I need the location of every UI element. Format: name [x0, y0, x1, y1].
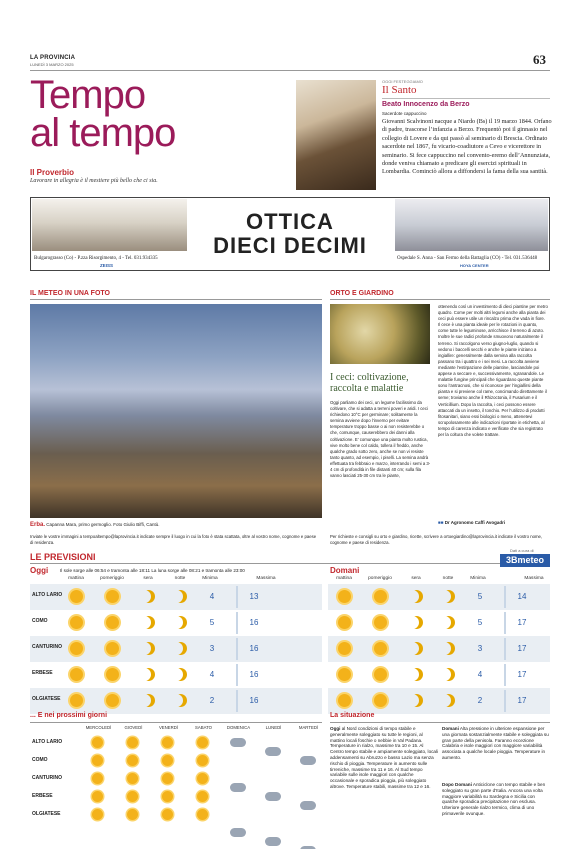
tomorrow-col-header: Massima: [524, 576, 544, 581]
caption-text: Capanna Mara, primo germoglio. Foto Giulio Biffi, Cantù.: [45, 522, 160, 527]
sun-icon: [197, 773, 208, 784]
cloud-icon: [300, 756, 316, 765]
temp-min: 5: [477, 592, 483, 601]
cloud-icon: [230, 783, 246, 792]
saint-name: Beato Innocenzo da Berzo: [382, 101, 470, 108]
today-col-header: pomeriggio: [100, 576, 124, 581]
temp-range-bar: [236, 638, 238, 660]
temp-min: 4: [209, 670, 215, 679]
sun-icon: [374, 616, 387, 629]
week-city-name: COMO: [32, 757, 48, 763]
situation-tomorrow-text: Alta pressione in ulteriore espansione per una giornata sostanzialmente stabile e soleggiata su gran parte della penisola. Faranno eccezione Calabria e isole maggiori con maggiore variabilità associata a qualche locale pioggia. Temperature in aumento.: [442, 726, 549, 760]
situation-divider: [330, 722, 550, 723]
city-name: CANTURINO: [32, 644, 62, 650]
orto-note: Per richieste e consigli su orto e giardino, ricette, scrivere a ortoegiardino@laprovincia.it indicate il vostro nome, cognome e paese di residenza.: [330, 534, 543, 545]
temp-max: 16: [249, 670, 259, 679]
situation-today: [330, 726, 438, 790]
city-name: COMO: [32, 618, 48, 624]
ad-title-line1: OTTICA: [246, 209, 334, 234]
caption-place: Erba.: [30, 522, 46, 528]
ad-store-image-1: [32, 199, 187, 251]
week-day-header: GIOVEDÌ: [124, 725, 143, 730]
meteo-photo-note: Inviate le vostre immagini a tempoaltempo@laprovincia.it indicate sempre il luogo in cui la foto è stata scattata, oltre al vostro nome, cognome e paese di residenza.: [30, 534, 317, 545]
tomorrow-col-header: sera: [411, 576, 421, 581]
week-day-header: LUNEDÌ: [265, 725, 282, 730]
sun-icon: [92, 791, 103, 802]
temp-min: 3: [477, 644, 483, 653]
sun-icon: [338, 668, 351, 681]
ad-brand-zeiss: ZEISS: [100, 263, 114, 268]
header-divider: [30, 70, 550, 71]
moon-icon: [442, 668, 455, 681]
week-day-header: MARTEDÌ: [298, 725, 319, 730]
saint-subtitle: Sacerdote cappuccino: [382, 111, 427, 116]
situation-tomorrow: [442, 726, 550, 761]
sun-icon: [162, 773, 173, 784]
forecast-divider: [30, 563, 550, 564]
moon-icon: [174, 590, 187, 603]
sun-icon: [106, 694, 119, 707]
temp-range-bar: [236, 612, 238, 634]
week-city-name: ALTO LARIO: [32, 739, 63, 745]
sun-icon: [374, 590, 387, 603]
today-col-header: Minima: [202, 576, 218, 581]
cloud-icon: [230, 828, 246, 837]
sun-icon: [338, 642, 351, 655]
temp-range-bar: [236, 664, 238, 686]
tomorrow-col-header: pomeriggio: [368, 576, 392, 581]
moon-icon: [174, 694, 187, 707]
issue-date: LUNEDÌ 3 MARZO 2025: [30, 62, 74, 67]
tomorrow-col-header: mattina: [336, 576, 352, 581]
situation-after: [442, 782, 550, 817]
proverb-heading: Il Proverbio: [30, 168, 75, 177]
today-col-header: mattina: [68, 576, 84, 581]
sun-icon: [127, 737, 138, 748]
temp-max: 17: [517, 670, 527, 679]
page-title: [30, 73, 176, 155]
today-col-header: sera: [143, 576, 153, 581]
sun-icon: [127, 791, 138, 802]
temp-max: 14: [517, 592, 527, 601]
masthead-brand: LA PROVINCIA: [30, 55, 76, 61]
ad-store-image-2: [395, 199, 548, 251]
meteo-landscape-photo: [30, 304, 322, 518]
sun-icon: [197, 791, 208, 802]
moon-icon: [410, 668, 423, 681]
cloud-icon: [265, 747, 281, 756]
sun-icon: [106, 642, 119, 655]
temp-min: 5: [477, 618, 483, 627]
temp-range-bar: [504, 638, 506, 660]
meteo-photo-divider: [30, 299, 322, 300]
today-label: Oggi: [30, 566, 49, 575]
temp-min: 4: [477, 670, 483, 679]
situation-after-label: Dopo Domani: [442, 782, 472, 787]
ad-title-line2: DIECI DECIMI: [213, 233, 367, 258]
temp-range-bar: [236, 690, 238, 712]
saint-portrait-image: [296, 80, 376, 190]
situation-tomorrow-label: Domani: [442, 726, 459, 731]
orto-column-1: Oggi parliamo dei ceci, un legume facilissimo da coltivare, che si adatta a terreni poveri e aridi. I ceci richiedono 10°C per germinare; solitamente la semina avviene dopo l’inverno per evitare temperature troppo basse o ai non resisterebbe o che, comunque, causerebbero dei danni alla coltivazione. E’ comunque una pianta molto rustica, vive molto bene col caldo, tollera il freddo, anche qualche grado sotto zero, anche se non vi resiste tanto quanto, ad esempio, i piselli. La semina andrà effettuata tra febbraio e marzo, interrando i semi a 3-4 cm di profondità in file distanti 40 cm; sulla fila vanno lasciati 25-30 cm tra le piante,: [330, 400, 431, 479]
saint-rubric: OGGI FESTEGGIAMO: [382, 79, 423, 84]
moon-icon: [142, 642, 155, 655]
temp-min: 4: [209, 592, 215, 601]
page-title-line1: Tempo: [30, 73, 146, 117]
temp-min: 5: [209, 618, 215, 627]
ad-title: [190, 210, 390, 258]
social-icons: ■■: [438, 520, 445, 525]
temp-max: 17: [517, 618, 527, 627]
sun-icon: [92, 809, 103, 820]
city-name: ALTO LARIO: [32, 592, 63, 598]
sun-icon: [374, 694, 387, 707]
temp-min: 3: [209, 644, 215, 653]
week-day-header: VENERDÌ: [158, 725, 179, 730]
orto-article-title: I ceci: coltivazione, raccolta e malattie: [330, 372, 409, 394]
sun-icon: [70, 590, 83, 603]
sun-icon: [374, 668, 387, 681]
sun-icon: [338, 694, 351, 707]
situation-today-label: Oggi: [330, 726, 341, 731]
week-divider: [30, 722, 322, 723]
moon-icon: [410, 642, 423, 655]
moon-icon: [442, 616, 455, 629]
meteo-photo-caption: [30, 522, 320, 528]
temp-range-bar: [504, 612, 506, 634]
sun-icon: [92, 755, 103, 766]
ad-address-2: Ospedale S. Anna - San Fermo della Battaglia (CO) - Tel. 031.536448: [397, 256, 538, 261]
sun-icon: [106, 590, 119, 603]
saint-heading: Il Santo: [382, 84, 417, 96]
moon-icon: [174, 616, 187, 629]
sun-icon: [338, 616, 351, 629]
orto-heading: ORTO E GIARDINO: [330, 290, 394, 297]
sun-icon: [374, 642, 387, 655]
ad-address-1: Bulgarograsso (Co) - P.zza Risorgimento, 4 - Tel. 031.934335: [34, 256, 158, 261]
city-name: OLGIATESE: [32, 696, 61, 702]
week-city-name: CANTURINO: [32, 775, 62, 781]
week-city-name: ERBESE: [32, 793, 53, 799]
tomorrow-label: Domani: [330, 566, 360, 575]
ad-brand-hoya: HOYA CENTER: [460, 263, 489, 268]
chickpea-plant-photo: [330, 304, 430, 364]
orto-divider: [330, 299, 550, 300]
sun-moon-info: Il sole sorge alle 06:54 e tramonta alle 18:11 La luna sorge alle 08:21 e tramonta alle 23:00: [60, 568, 245, 573]
situation-after-text: Anticiclone con tempo stabile e ben soleggiato su gran parte d’Italia. Ancora una volta maggiore variabilità su Sardegna e Sicilia con qualche sporadica precipitazione non esclusa. Ulteriore generale rialzo termico, clima di uno primaverile ovunque.: [442, 782, 546, 816]
forecast-heading: LE PREVISIONI: [30, 552, 96, 562]
week-day-header: DOMENICA: [226, 725, 251, 730]
sun-icon: [127, 755, 138, 766]
meteo-photo-heading: IL METEO IN UNA FOTO: [30, 290, 110, 297]
week-city-name: OLGIATESE: [32, 811, 61, 817]
temp-max: 16: [249, 696, 259, 705]
moon-icon: [142, 590, 155, 603]
sun-icon: [70, 616, 83, 629]
moon-icon: [410, 616, 423, 629]
sun-icon: [106, 616, 119, 629]
today-col-header: notte: [174, 576, 186, 581]
week-heading: ... E nei prossimi giorni: [30, 712, 108, 719]
temp-range-bar: [504, 690, 506, 712]
sun-icon: [162, 809, 173, 820]
cloud-icon: [265, 792, 281, 801]
temp-min: 2: [477, 696, 483, 705]
tomorrow-col-header: Minima: [470, 576, 486, 581]
sun-icon: [106, 668, 119, 681]
sun-icon: [338, 590, 351, 603]
temp-max: 16: [249, 618, 259, 627]
proverb-text: Lavorare in allegria è il mestiere più bello che ci sia.: [30, 178, 158, 184]
saint-body: Giovanni Scalvinoni nacque a Niardo (Bs) il 19 marzo 1844. Orfano di padre, trascorse l’infanzia a Berzo. Frequentò poi il ginnasio nel collegio di Lovere e da qui passò al seminario di Brescia. Ordinato sacerdote nel 1867, fu vicario-coadiutore a Cevo e vicerettore in seminario. Si fece cappuccino nel convento-eremo dell’Annunziata, donde veniva chiamato a predicare gli esercizi spirituali in Lombardia. Cominciò allora a diffondersi la fama della sua santità.: [382, 118, 552, 176]
moon-icon: [442, 590, 455, 603]
moon-icon: [442, 642, 455, 655]
temp-max: 17: [517, 696, 527, 705]
temp-max: 13: [249, 592, 259, 601]
sun-icon: [162, 791, 173, 802]
page-title-line2: al tempo: [30, 111, 176, 155]
sun-icon: [70, 668, 83, 681]
sun-icon: [162, 737, 173, 748]
sun-icon: [162, 755, 173, 766]
orto-author-name: Dr Agronomo Caffi Avogadri: [444, 520, 506, 525]
page-number: 63: [533, 52, 546, 67]
sun-icon: [197, 737, 208, 748]
orto-column-2: ottenendo così un investimento di dieci piantine per metro quadro. Come per molti altri legumi anche alla pianta dei ceci può essere utile un rincalzo prima che vada in fiore. Il cece è una pianta ideale per le rotazioni in quanto, come tutte le leguminose, arricchisce il terreno di azoto. Inoltre le sue radici profonde smuovono naturalmente il terreno. Si raccolgono verso giugno-luglio, quando si vedono i baccelli secchi e anche le piante iniziano a ingiallire: generalmente dalla semina alla raccolta passano tra i quattro e i sei mesi. La raccolta avviene mediante l’estirpazione delle piantine, lasciandole poi appese a seccare e, successivamente, sgranandole. Le malattie fungine principali che riguardano queste piante sono l’antracnosi, che si riconosce per l’ingiallirsi della pianta e si previene col rame, concimando direttamente il seme; troviamo anche il Rhizoctonia, il Fusarium e il Verticillium. Dopo la raccolta, i ceci possono essere attaccati da un insetto, il tonchio. Per l’utilizzo di prodotti fitosanitari, siano essi biologici o meno, attenetevi scrupolosamente alle indicazioni riportate in etichetta, al tempo di carenza indicato e verificate che sia registrato per la coltura che volete trattare.: [438, 304, 548, 437]
cloud-icon: [230, 738, 246, 747]
moon-icon: [442, 694, 455, 707]
week-day-header: SABATO: [194, 725, 213, 730]
forecast-credit: Dati a cura di: [510, 548, 534, 553]
3bmeteo-logo: 3Bmeteo: [500, 554, 550, 567]
week-day-header: MERCOLEDÌ: [85, 725, 112, 730]
temp-max: 17: [517, 644, 527, 653]
sun-icon: [70, 694, 83, 707]
sun-icon: [92, 773, 103, 784]
temp-max: 16: [249, 644, 259, 653]
saint-divider: [382, 98, 550, 99]
temp-range-bar: [504, 586, 506, 608]
sun-icon: [92, 737, 103, 748]
tomorrow-col-header: notte: [442, 576, 454, 581]
today-col-header: Massima: [256, 576, 276, 581]
moon-icon: [410, 590, 423, 603]
sun-icon: [197, 809, 208, 820]
orto-author: [438, 520, 505, 525]
moon-icon: [142, 616, 155, 629]
moon-icon: [174, 642, 187, 655]
temp-range-bar: [504, 664, 506, 686]
temp-range-bar: [236, 586, 238, 608]
sun-icon: [127, 809, 138, 820]
sun-icon: [197, 755, 208, 766]
sun-icon: [127, 773, 138, 784]
moon-icon: [174, 668, 187, 681]
sun-icon: [70, 642, 83, 655]
moon-icon: [142, 668, 155, 681]
moon-icon: [410, 694, 423, 707]
cloud-icon: [300, 801, 316, 810]
temp-min: 2: [209, 696, 215, 705]
situation-heading: La situazione: [330, 712, 375, 719]
cloud-icon: [265, 837, 281, 846]
situation-today-text: al Nord condizioni di tempo stabile e generalmente soleggiato su tutte le regioni, al mattino locali foschie o nebbie in Val Padana. Temperature in rialzo, massime tra 10 e 15. Al Centro tempo stabile e ampiamente soleggiato, locali addensamenti su Abruzzo e basso Lazio ma senza rischio di pioggia. Temperature in aumento sulle tirreniche, massime tra 11 e 16. Al Sud tempo variabile sulle isole maggiori con qualche occasionale e sporadica pioggia, più soleggiato altrove. Temperature stabili, massime tra 12 e 16.: [330, 726, 439, 789]
moon-icon: [142, 694, 155, 707]
city-name: ERBESE: [32, 670, 53, 676]
